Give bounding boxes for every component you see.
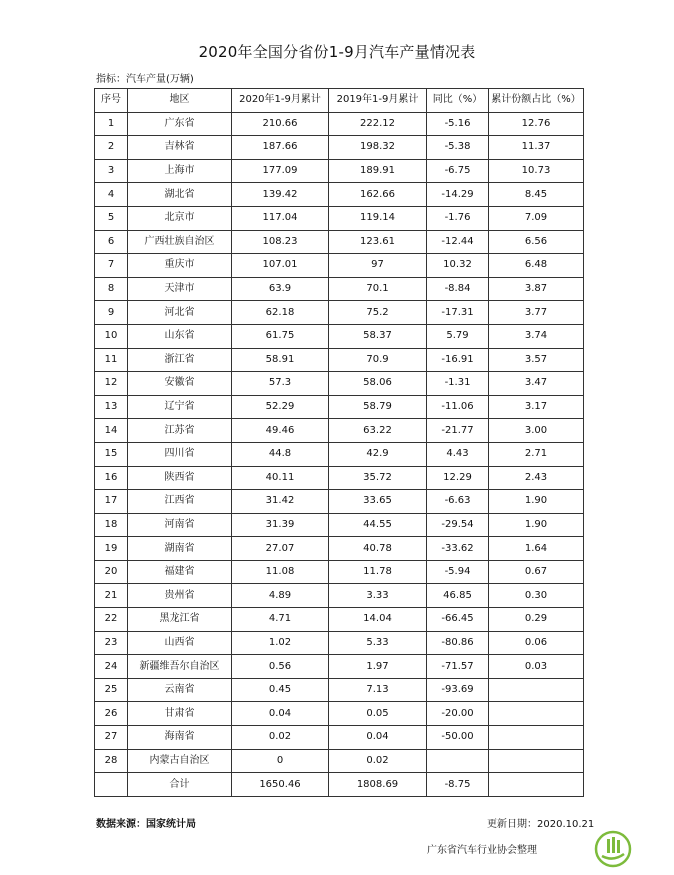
cell-col-0: 25 — [95, 678, 128, 702]
cell-col-4: -16.91 — [427, 348, 489, 372]
cell-col-1: 江苏省 — [128, 419, 232, 443]
table-row — [95, 749, 584, 773]
cell-col-0: 10 — [95, 324, 128, 348]
cell-col-1: 上海市 — [128, 159, 232, 183]
cell-col-3: 75.2 — [329, 301, 427, 325]
data-source: 数据来源：国家统计局 — [96, 819, 196, 830]
update-date: 更新日期：2020.10.21 — [487, 819, 595, 830]
cell-col-2: 210.66 — [232, 112, 329, 136]
cell-col-2: 117.04 — [232, 206, 329, 230]
cell-col-3: 7.13 — [329, 678, 427, 702]
table-row — [95, 537, 584, 561]
cell-col-4: -8.75 — [427, 773, 489, 797]
cell-col-2: 139.42 — [232, 183, 329, 207]
cell-col-5: 0.06 — [489, 631, 584, 655]
cell-col-4: -66.45 — [427, 608, 489, 632]
table-row — [95, 678, 584, 702]
cell-col-3: 58.37 — [329, 324, 427, 348]
cell-col-5: 6.56 — [489, 230, 584, 254]
cell-col-5: 3.87 — [489, 277, 584, 301]
cell-col-4: -6.75 — [427, 159, 489, 183]
cell-col-4: 10.32 — [427, 254, 489, 278]
cell-col-0: 19 — [95, 537, 128, 561]
cell-col-5 — [489, 749, 584, 773]
cell-col-0: 27 — [95, 726, 128, 750]
table-row — [95, 348, 584, 372]
cell-col-4: -11.06 — [427, 395, 489, 419]
cell-col-5 — [489, 726, 584, 750]
cell-col-4: -71.57 — [427, 655, 489, 679]
cell-col-2: 4.89 — [232, 584, 329, 608]
table-row — [95, 159, 584, 183]
cell-col-0: 12 — [95, 372, 128, 396]
association-logo-icon — [594, 830, 632, 868]
cell-col-1: 云南省 — [128, 678, 232, 702]
cell-col-1: 北京市 — [128, 206, 232, 230]
cell-col-1: 辽宁省 — [128, 395, 232, 419]
cell-col-5: 3.74 — [489, 324, 584, 348]
table-row — [95, 395, 584, 419]
table-row — [95, 490, 584, 514]
cell-col-3: 0.04 — [329, 726, 427, 750]
cell-col-1: 合计 — [128, 773, 232, 797]
cell-col-3: 198.32 — [329, 136, 427, 160]
cell-col-0: 2 — [95, 136, 128, 160]
cell-col-3: 35.72 — [329, 466, 427, 490]
cell-col-2: 2020年1-9月累计 — [232, 89, 329, 113]
production-table — [94, 88, 584, 797]
cell-col-0: 17 — [95, 490, 128, 514]
cell-col-2: 177.09 — [232, 159, 329, 183]
cell-col-4: 4.43 — [427, 442, 489, 466]
cell-col-2: 107.01 — [232, 254, 329, 278]
cell-col-0: 22 — [95, 608, 128, 632]
cell-col-0: 26 — [95, 702, 128, 726]
cell-col-3: 2019年1-9月累计 — [329, 89, 427, 113]
table-row — [95, 419, 584, 443]
cell-col-3: 14.04 — [329, 608, 427, 632]
cell-col-2: 57.3 — [232, 372, 329, 396]
cell-col-0: 24 — [95, 655, 128, 679]
cell-col-5: 3.47 — [489, 372, 584, 396]
cell-col-2: 187.66 — [232, 136, 329, 160]
table-row — [95, 631, 584, 655]
cell-col-4: -33.62 — [427, 537, 489, 561]
cell-col-1: 湖南省 — [128, 537, 232, 561]
table-row — [95, 655, 584, 679]
cell-col-2: 11.08 — [232, 560, 329, 584]
cell-col-3: 58.79 — [329, 395, 427, 419]
cell-col-2: 49.46 — [232, 419, 329, 443]
cell-col-3: 0.02 — [329, 749, 427, 773]
table-row — [95, 584, 584, 608]
table-row — [95, 254, 584, 278]
cell-col-3: 123.61 — [329, 230, 427, 254]
cell-col-0: 13 — [95, 395, 128, 419]
cell-col-5: 1.90 — [489, 513, 584, 537]
cell-col-1: 浙江省 — [128, 348, 232, 372]
table-row — [95, 277, 584, 301]
cell-col-2: 27.07 — [232, 537, 329, 561]
cell-col-3: 97 — [329, 254, 427, 278]
cell-col-4: -12.44 — [427, 230, 489, 254]
cell-col-3: 162.66 — [329, 183, 427, 207]
cell-col-0 — [95, 773, 128, 797]
cell-col-5: 累计份额占比（%） — [489, 89, 584, 113]
cell-col-4: -5.16 — [427, 112, 489, 136]
cell-col-2: 0.02 — [232, 726, 329, 750]
cell-col-4: -6.63 — [427, 490, 489, 514]
cell-col-2: 63.9 — [232, 277, 329, 301]
cell-col-5: 3.17 — [489, 395, 584, 419]
cell-col-2: 44.8 — [232, 442, 329, 466]
cell-col-5 — [489, 678, 584, 702]
cell-col-0: 7 — [95, 254, 128, 278]
table-row — [95, 301, 584, 325]
cell-col-3: 40.78 — [329, 537, 427, 561]
cell-col-3: 42.9 — [329, 442, 427, 466]
table-row — [95, 608, 584, 632]
cell-col-0: 3 — [95, 159, 128, 183]
table-row — [95, 442, 584, 466]
cell-col-5: 11.37 — [489, 136, 584, 160]
table-row — [95, 726, 584, 750]
table-row — [95, 206, 584, 230]
cell-col-1: 河北省 — [128, 301, 232, 325]
cell-col-4: -80.86 — [427, 631, 489, 655]
cell-col-1: 吉林省 — [128, 136, 232, 160]
cell-col-1: 天津市 — [128, 277, 232, 301]
cell-col-4: 12.29 — [427, 466, 489, 490]
cell-col-5: 7.09 — [489, 206, 584, 230]
cell-col-3: 70.1 — [329, 277, 427, 301]
cell-col-0: 18 — [95, 513, 128, 537]
cell-col-5: 1.90 — [489, 490, 584, 514]
cell-col-5: 3.57 — [489, 348, 584, 372]
cell-col-0: 1 — [95, 112, 128, 136]
cell-col-5: 3.00 — [489, 419, 584, 443]
cell-col-2: 62.18 — [232, 301, 329, 325]
cell-col-0: 11 — [95, 348, 128, 372]
cell-col-5 — [489, 773, 584, 797]
cell-col-4: -29.54 — [427, 513, 489, 537]
cell-col-5: 0.03 — [489, 655, 584, 679]
cell-col-2: 0.56 — [232, 655, 329, 679]
cell-col-2: 40.11 — [232, 466, 329, 490]
table-row — [95, 324, 584, 348]
cell-col-0: 序号 — [95, 89, 128, 113]
cell-col-5: 2.43 — [489, 466, 584, 490]
cell-col-3: 5.33 — [329, 631, 427, 655]
cell-col-0: 15 — [95, 442, 128, 466]
table-row — [95, 136, 584, 160]
cell-col-1: 福建省 — [128, 560, 232, 584]
total-row — [95, 773, 584, 797]
cell-col-1: 重庆市 — [128, 254, 232, 278]
cell-col-3: 63.22 — [329, 419, 427, 443]
cell-col-0: 23 — [95, 631, 128, 655]
cell-col-4: -21.77 — [427, 419, 489, 443]
indicator-label: 指标：汽车产量(万辆) — [96, 74, 194, 85]
cell-col-1: 湖北省 — [128, 183, 232, 207]
cell-col-3: 11.78 — [329, 560, 427, 584]
cell-col-5: 1.64 — [489, 537, 584, 561]
cell-col-2: 108.23 — [232, 230, 329, 254]
cell-col-3: 1808.69 — [329, 773, 427, 797]
cell-col-1: 陕西省 — [128, 466, 232, 490]
cell-col-2: 0.45 — [232, 678, 329, 702]
cell-col-1: 海南省 — [128, 726, 232, 750]
cell-col-1: 四川省 — [128, 442, 232, 466]
cell-col-0: 4 — [95, 183, 128, 207]
cell-col-2: 58.91 — [232, 348, 329, 372]
table-row — [95, 513, 584, 537]
cell-col-0: 5 — [95, 206, 128, 230]
cell-col-0: 8 — [95, 277, 128, 301]
cell-col-4: -5.94 — [427, 560, 489, 584]
cell-col-2: 61.75 — [232, 324, 329, 348]
cell-col-1: 广东省 — [128, 112, 232, 136]
cell-col-0: 9 — [95, 301, 128, 325]
cell-col-4: -1.76 — [427, 206, 489, 230]
cell-col-5: 2.71 — [489, 442, 584, 466]
cell-col-0: 16 — [95, 466, 128, 490]
cell-col-5: 10.73 — [489, 159, 584, 183]
cell-col-5: 8.45 — [489, 183, 584, 207]
cell-col-4: 同比（%） — [427, 89, 489, 113]
cell-col-4: -93.69 — [427, 678, 489, 702]
cell-col-1: 内蒙古自治区 — [128, 749, 232, 773]
cell-col-5: 6.48 — [489, 254, 584, 278]
cell-col-1: 新疆维吾尔自治区 — [128, 655, 232, 679]
cell-col-2: 1.02 — [232, 631, 329, 655]
cell-col-1: 黑龙江省 — [128, 608, 232, 632]
cell-col-3: 189.91 — [329, 159, 427, 183]
cell-col-4: 5.79 — [427, 324, 489, 348]
cell-col-0: 28 — [95, 749, 128, 773]
cell-col-1: 甘肃省 — [128, 702, 232, 726]
cell-col-2: 31.39 — [232, 513, 329, 537]
cell-col-4: -20.00 — [427, 702, 489, 726]
cell-col-3: 58.06 — [329, 372, 427, 396]
cell-col-2: 0.04 — [232, 702, 329, 726]
cell-col-1: 贵州省 — [128, 584, 232, 608]
cell-col-0: 6 — [95, 230, 128, 254]
cell-col-3: 222.12 — [329, 112, 427, 136]
table-row — [95, 560, 584, 584]
cell-col-0: 20 — [95, 560, 128, 584]
cell-col-1: 山东省 — [128, 324, 232, 348]
cell-col-3: 70.9 — [329, 348, 427, 372]
table-row — [95, 702, 584, 726]
cell-col-0: 14 — [95, 419, 128, 443]
cell-col-2: 52.29 — [232, 395, 329, 419]
cell-col-4: 46.85 — [427, 584, 489, 608]
cell-col-1: 河南省 — [128, 513, 232, 537]
cell-col-3: 33.65 — [329, 490, 427, 514]
cell-col-3: 0.05 — [329, 702, 427, 726]
table-row — [95, 112, 584, 136]
cell-col-2: 4.71 — [232, 608, 329, 632]
header-row — [95, 89, 584, 113]
cell-col-3: 1.97 — [329, 655, 427, 679]
cell-col-1: 地区 — [128, 89, 232, 113]
table-row — [95, 183, 584, 207]
table-row — [95, 466, 584, 490]
cell-col-3: 44.55 — [329, 513, 427, 537]
table-row — [95, 372, 584, 396]
cell-col-3: 3.33 — [329, 584, 427, 608]
cell-col-2: 31.42 — [232, 490, 329, 514]
cell-col-5 — [489, 702, 584, 726]
cell-col-5: 12.76 — [489, 112, 584, 136]
cell-col-4 — [427, 749, 489, 773]
cell-col-5: 0.30 — [489, 584, 584, 608]
page-title: 2020年全国分省份1-9月汽车产量情况表 — [198, 43, 476, 61]
cell-col-2: 0 — [232, 749, 329, 773]
cell-col-4: -5.38 — [427, 136, 489, 160]
cell-col-5: 3.77 — [489, 301, 584, 325]
cell-col-1: 安徽省 — [128, 372, 232, 396]
cell-col-5: 0.29 — [489, 608, 584, 632]
cell-col-0: 21 — [95, 584, 128, 608]
cell-col-4: -14.29 — [427, 183, 489, 207]
cell-col-1: 广西壮族自治区 — [128, 230, 232, 254]
cell-col-4: -8.84 — [427, 277, 489, 301]
cell-col-2: 1650.46 — [232, 773, 329, 797]
cell-col-5: 0.67 — [489, 560, 584, 584]
cell-col-4: -50.00 — [427, 726, 489, 750]
cell-col-4: -17.31 — [427, 301, 489, 325]
organizer-label: 广东省汽车行业协会整理 — [427, 845, 537, 856]
cell-col-4: -1.31 — [427, 372, 489, 396]
cell-col-3: 119.14 — [329, 206, 427, 230]
cell-col-1: 山西省 — [128, 631, 232, 655]
cell-col-1: 江西省 — [128, 490, 232, 514]
table-row — [95, 230, 584, 254]
